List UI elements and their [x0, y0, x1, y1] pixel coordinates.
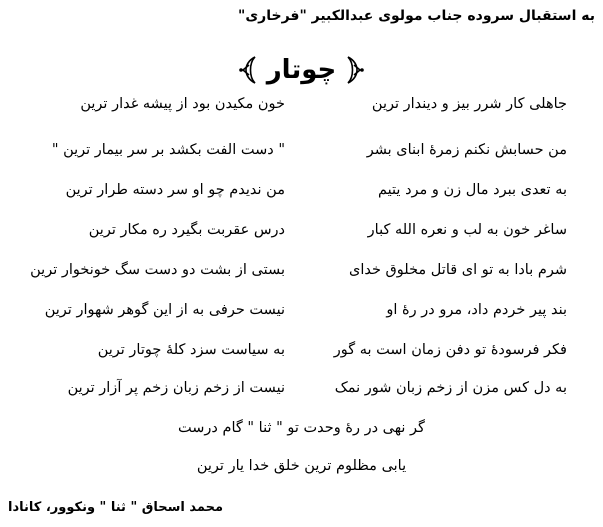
couplet-4 [0, 222, 603, 252]
dedication-header: به استقبال سروده جناب مولوی عبدالکبیر "فرخاری" [238, 8, 595, 24]
ornament-right-icon [344, 55, 366, 85]
couplet-5 [0, 262, 603, 292]
couplet-1 [0, 96, 603, 126]
verse-left: درس عقربت بگیرد ره مکار ترین [88, 222, 285, 238]
couplet-6 [0, 302, 603, 332]
verse-right: بند پیر خردم داد، مرو در رۀ او [386, 302, 567, 318]
verse-right: شرم بادا به تو ای قاتل مخلوق خدای [348, 262, 567, 278]
verse-left: نیست حرفی به از این گوهر شهوار ترین [44, 302, 285, 318]
verse-left: من ندیدم چو او سر دسته طرار ترین [65, 182, 285, 198]
author-signature: محمد اسحاق " ثنا " ونکوور، کانادا [8, 500, 224, 515]
couplet-3 [0, 182, 603, 212]
verse-left: نیست از زخم زبان زخم پر آزار ترین [67, 380, 285, 396]
ornament-left-icon [237, 55, 259, 85]
verse-right: فکر فرسودۀ تو دفن زمان است به گور [333, 342, 567, 358]
closing-verse-1: گر نهی در رۀ وحدت تو " ثنا " گام درست [178, 420, 425, 436]
verse-right: ساغر خون به لب و نعره الله کبار [367, 222, 567, 238]
poem-title: چوتار [266, 55, 337, 85]
couplet-2 [0, 142, 603, 172]
title-block [0, 50, 603, 90]
couplet-8 [0, 380, 603, 410]
verse-left: " دست الفت بکشد بر سر بیمار ترین " [51, 142, 285, 158]
verse-right: من حسابش نکنم زمرۀ ابنای بشر [366, 142, 567, 158]
verse-left: به سیاست سزد کلۀ چوتار ترین [97, 342, 285, 358]
couplet-7 [0, 342, 603, 372]
closing-verse-2: یابی مظلوم ترین خلق خدا یار ترین [196, 458, 407, 474]
verse-right: جاهلی کار شرر بیز و دیندار ترین [371, 96, 567, 112]
verse-left: بستی از بشت دو دست سگ خونخوار ترین [30, 262, 285, 278]
verse-right: به دل کس مزن از زخم زبان شور نمک [334, 380, 567, 396]
verse-right: به تعدی ببرد مال زن و مرد یتیم [378, 182, 567, 198]
verse-left: خون مکیدن بود از پیشه غدار ترین [80, 96, 285, 112]
